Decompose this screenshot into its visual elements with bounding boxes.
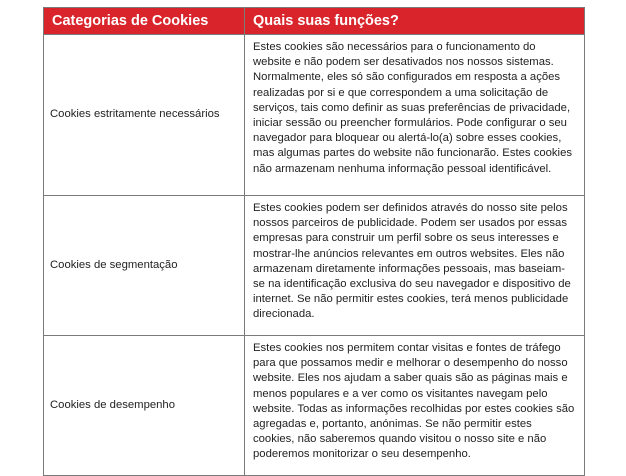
category-cell: Cookies de desempenho (44, 336, 245, 476)
header-functions: Quais suas funções? (245, 8, 585, 35)
table-header (44, 8, 585, 35)
description-cell (245, 35, 585, 196)
table-body (44, 35, 585, 476)
category-cell: Cookies de segmentação (44, 196, 245, 336)
description-text: Estes cookies são necessários para o funcionamento do website e não podem ser desativados nos nossos sistemas. Normalmente, eles só são configurados em resposta a ações realizadas por si e que correspondem a uma solicitação de serviços, tais como definir as suas preferências de privacidade, iniciar sessão ou preencher formulários. Pode configurar o seu navegador para bloquear ou alertá-lo(a) sobre esses cookies, mas algumas partes do website não funcionarão. Estes cookies não armazenam nenhuma informação pessoal identificável. (253, 41, 572, 175)
header-categories: Categorias de Cookies (44, 8, 245, 35)
header-row (44, 8, 585, 35)
category-cell: Cookies estritamente necessários (44, 35, 245, 196)
cookie-categories-table (43, 7, 585, 476)
table-row (44, 35, 585, 196)
description-cell (245, 336, 585, 476)
table-row (44, 336, 585, 476)
description-text: Estes cookies nos permitem contar visitas e fontes de tráfego para que possamos medir e melhorar o desempenho do nosso website. Eles nos ajudam a saber quais são as páginas mais e menos populares e a ver como os visitantes navegam pelo website. Todas as informações recolhidas por estes cookies são agregadas e, portanto, anónimas. Se não permitir estes cookies, não saberemos quando visitou o nosso site e não poderemos monitorizar o seu desempenho. (253, 342, 575, 461)
description-text: Estes cookies podem ser definidos através do nosso site pelos nossos parceiros de publicidade. Podem ser usados por essas empresas para construir um perfil sobre os seus interesses e mostrar-lhe anúncios relevantes em outros websites. Eles não armazenam diretamente informações pessoais, mas baseiam-se na identificação exclusiva do seu navegador e dispositivo de internet. Se não permitir estes cookies, terá menos publicidade direcionada. (253, 202, 571, 321)
description-cell (245, 196, 585, 336)
table-row (44, 196, 585, 336)
